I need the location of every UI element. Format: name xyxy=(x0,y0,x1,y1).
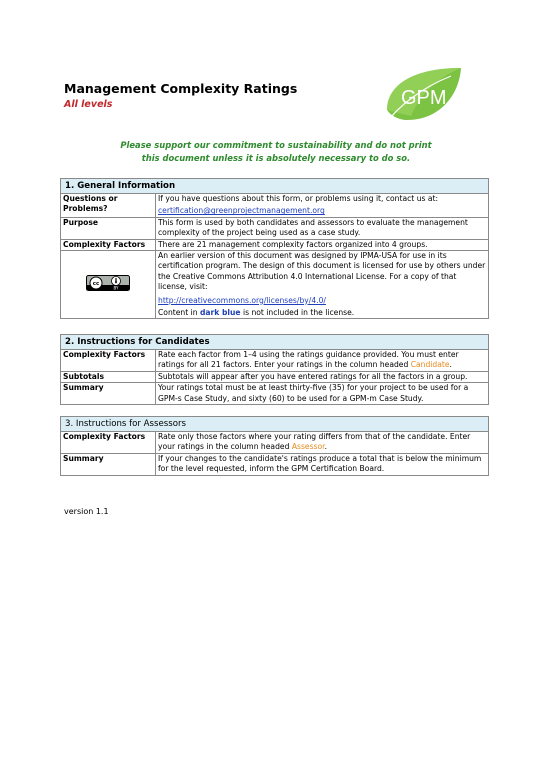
row-label: Summary xyxy=(61,383,156,405)
row-label: Complexity Factors xyxy=(61,350,156,372)
cc-by-license-badge xyxy=(86,275,130,291)
row-value xyxy=(156,432,489,454)
content-note-prefix: Content in xyxy=(158,308,200,318)
notice-line-2: this document unless it is absolutely necessary to do so. xyxy=(141,152,411,163)
page-subtitle: All levels xyxy=(64,99,113,110)
gpm-leaf-logo xyxy=(381,66,465,126)
factors-end: . xyxy=(324,442,327,452)
row-value: Subtotals will appear after you have entered ratings for all the factors in a group. xyxy=(156,371,489,382)
cc-badge-text: cc xyxy=(92,281,100,288)
content-note xyxy=(158,308,486,318)
row-value: This form is used by both candidates and assessors to evaluate the management complexity of the project being used as a case study. xyxy=(156,217,489,239)
factors-end: . xyxy=(449,360,452,370)
license-url-link[interactable]: http://creativecommons.org/licenses/by/4.0/ xyxy=(158,295,326,305)
email-link[interactable]: certification@greenprojectmanagement.org xyxy=(158,206,325,216)
notice-line-1: Please support our commitment to sustainability and do not print xyxy=(120,140,432,150)
row-label: Summary xyxy=(61,453,156,475)
row-value: If your changes to the candidate's ratings produce a total that is below the minimum for the level requested, inform the GPM Certification Board. xyxy=(156,453,489,475)
candidate-highlight: Candidate xyxy=(410,360,450,370)
row-value xyxy=(156,194,489,218)
cc-by-text: BY xyxy=(113,285,119,291)
row-label: Complexity Factors xyxy=(61,239,156,250)
candidate-instructions-table xyxy=(60,334,489,405)
section-heading: 3. Instructions for Assessors xyxy=(61,417,489,432)
page-title: Management Complexity Ratings xyxy=(64,81,298,96)
license-text: An earlier version of this document was designed by IPMA-USA for use in its certification program. The design of this document is licensed for use by others under the Creative Commons Attribution 4.0 International License. For a copy of that license, visit: xyxy=(158,251,486,292)
row-label: Subtotals xyxy=(61,371,156,382)
license-badge-cell xyxy=(61,251,156,319)
row-value: Your ratings total must be at least thirty-five (35) for your project to be used for a GPM-s Case Study, and sixty (60) to be used for a GPM-m Case Study. xyxy=(156,383,489,405)
sustainability-notice xyxy=(64,139,488,164)
questions-text: If you have questions about this form, or problems using it, contact us at: xyxy=(158,194,439,203)
version-label: version 1.1 xyxy=(64,507,109,516)
license-text-cell xyxy=(156,251,489,319)
row-value: There are 21 management complexity factors organized into 4 groups. xyxy=(156,239,489,250)
row-label: Purpose xyxy=(61,217,156,239)
row-label: Complexity Factors xyxy=(61,432,156,454)
section-heading: 2. Instructions for Candidates xyxy=(61,335,489,350)
factors-text: Rate each factor from 1–4 using the ratings guidance provided. You must enter ratings for all 21 factors. Enter your ratings in the column headed xyxy=(158,350,459,370)
dark-blue-highlight: dark blue xyxy=(199,308,241,318)
section-heading: 1. General Information xyxy=(61,179,489,194)
row-label: Questions or Problems? xyxy=(61,194,156,218)
row-value xyxy=(156,350,489,372)
general-information-table xyxy=(60,178,489,319)
logo-text: GPM xyxy=(401,87,447,109)
factors-text: Rate only those factors where your rating differs from that of the candidate. Enter your ratings in the column headed xyxy=(158,432,471,452)
assessor-highlight: Assessor xyxy=(291,442,325,452)
content-note-suffix: is not included in the license. xyxy=(240,308,355,318)
assessor-instructions-table xyxy=(60,416,489,476)
